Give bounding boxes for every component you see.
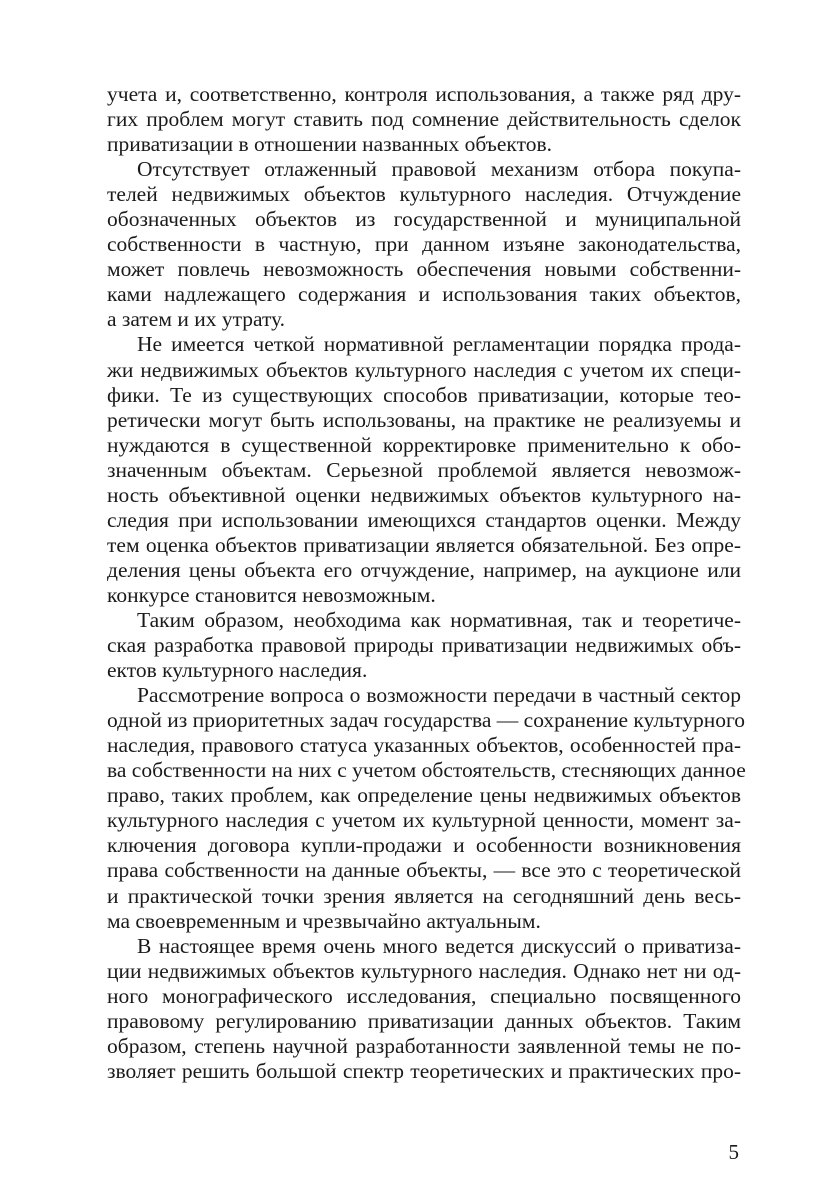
text-line: следия при использовании имеющихся стандартов оценки. Между	[107, 507, 741, 532]
text-line: тем оценка объектов приватизации является обязательной. Без опре-	[107, 532, 741, 557]
text-line: ва собственности на них с учетом обстоятельств, стесняющих данное	[107, 758, 746, 783]
text-line: учета и, соответственно, контроля использования, а также ряд дру-	[107, 82, 741, 106]
text-line: ектов культурного наследия.	[107, 658, 368, 683]
text-line: В настоящее время очень много ведется дискуссий о приватиза-	[137, 933, 741, 958]
text-line: ретически могут быть использованы, на практике не реализуемы и	[107, 407, 741, 432]
body-text	[107, 82, 746, 1084]
text-line: право, таких проблем, как определение цены недвижимых объектов	[107, 783, 741, 808]
text-line: собственности в частную, при данном изъяне законодательства,	[107, 232, 741, 257]
text-line: ская разработка правовой природы приватизации недвижимых объ-	[107, 633, 741, 658]
text-line: деления цены объекта его отчуждение, например, на аукционе или	[107, 557, 741, 582]
text-line: образом, степень научной разработанности заявленной темы не по-	[107, 1033, 741, 1058]
paragraph	[107, 608, 741, 683]
text-line: наследия, правового статуса указанных объектов, особенностей пра-	[107, 733, 741, 758]
text-line: Отсутствует отлаженный правовой механизм отбора покупа-	[137, 157, 741, 182]
text-line: ками надлежащего содержания и использования таких объектов,	[107, 282, 741, 307]
text-line: ключения договора купли-продажи и особенности возникновения	[107, 833, 741, 858]
text-line: может повлечь невозможность обеспечения новыми собственни-	[107, 257, 741, 282]
text-line: приватизации в отношении названных объектов.	[107, 132, 552, 157]
text-line: а затем и их утрату.	[107, 307, 286, 332]
text-line: телей недвижимых объектов культурного наследия. Отчуждение	[107, 182, 741, 207]
text-line: фики. Те из существующих способов приватизации, которые тео-	[107, 382, 741, 407]
paragraph	[107, 332, 741, 608]
text-line: обозначенных объектов из государственной и муниципальной	[107, 207, 741, 232]
page-number: 5	[728, 1140, 739, 1164]
text-line: зволяет решить большой спектр теоретических и практических про-	[107, 1058, 741, 1083]
text-line: нуждаются в существенной корректировке применительно к обо-	[107, 432, 741, 457]
text-line: Рассмотрение вопроса о возможности передачи в частный сектор	[137, 683, 741, 708]
text-line: правовому регулированию приватизации данных объектов. Таким	[107, 1008, 741, 1033]
text-line: ного монографического исследования, специально посвященного	[107, 983, 741, 1008]
text-line: конкурсе становится невозможным.	[107, 582, 436, 607]
text-line: ма своевременным и чрезвычайно актуальным.	[107, 908, 541, 933]
text-line: жи недвижимых объектов культурного наследия с учетом их специ-	[107, 357, 741, 382]
text-line: ность объективной оценки недвижимых объектов культурного на-	[107, 482, 741, 507]
text-line: одной из приоритетных задач государства — сохранение культурного	[107, 708, 745, 733]
text-line: значенным объектам. Серьезной проблемой является невозмож-	[107, 457, 741, 482]
paragraph	[107, 683, 746, 933]
paragraph	[107, 934, 741, 1084]
paragraph	[107, 82, 741, 157]
text-line: права собственности на данные объекты, — все это с теоретической	[107, 858, 741, 883]
text-line: Таким образом, необходима как нормативная, так и теоретиче-	[137, 607, 741, 632]
text-line: и практической точки зрения является на сегодняшний день весь-	[107, 883, 741, 908]
text-line: Не имеется четкой нормативной регламентации порядка прода-	[137, 332, 741, 357]
text-line: культурного наследия с учетом их культурной ценности, момент за-	[107, 808, 741, 833]
text-line: гих проблем могут ставить под сомнение действительность сделок	[107, 107, 741, 132]
paragraph	[107, 157, 741, 332]
text-line: ции недвижимых объектов культурного наследия. Однако нет ни од-	[107, 958, 741, 983]
